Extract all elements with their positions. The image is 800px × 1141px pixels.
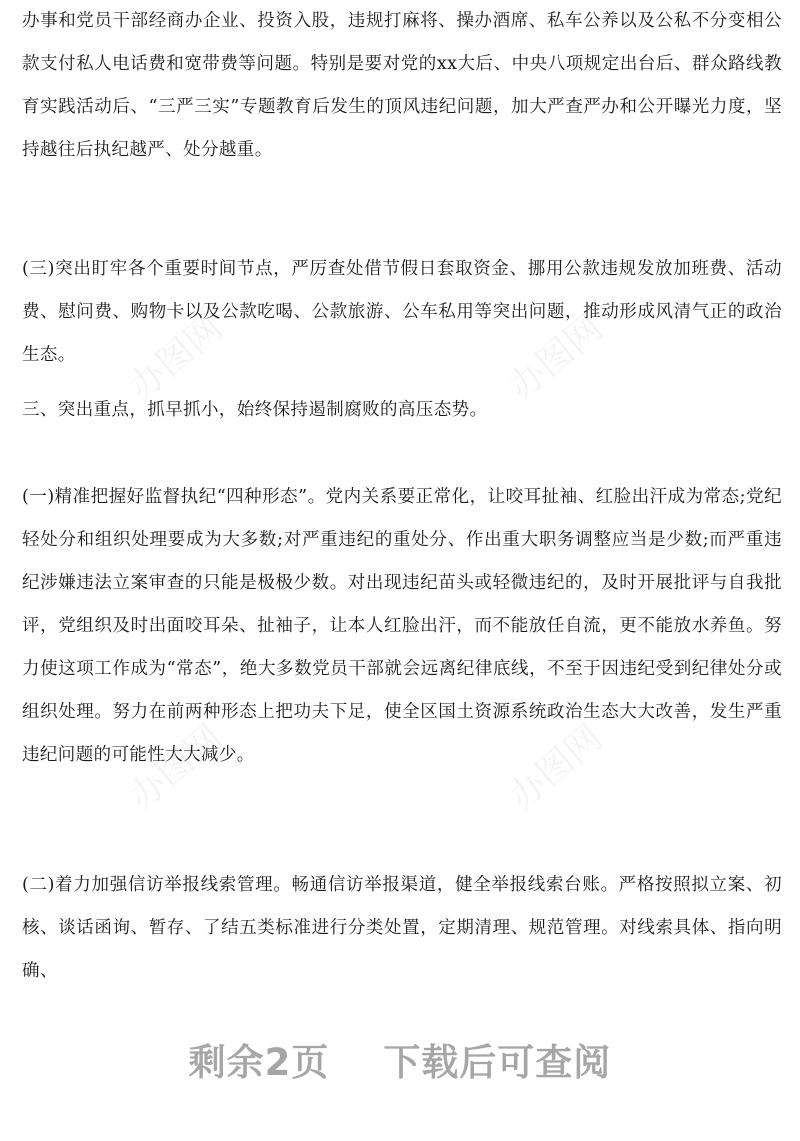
paragraph-section-3: (三)突出盯牢各个重要时间节点，严厉查处借节假日套取资金、挪用公款违规发放加班费、活动费、慰问费、购物卡以及公款吃喝、公款旅游、公车私用等突出问题，推动形成风清气正的政治生态。 [22, 259, 782, 365]
remaining-pages-label: 剩余2页 [188, 1041, 330, 1084]
download-prompt-banner[interactable] [0, 1033, 800, 1093]
section-heading-3: 三、突出重点，抓早抓小，始终保持遏制腐败的高压态势。 [22, 400, 488, 420]
paragraph-item-1: (一)精准把握好监督执纪“四种形态”。党内关系要正常化，让咬耳扯袖、红脸出汗成为常态;党纪轻处分和组织处理要成为大多数;对严重违纪的重处分、作出重大职务调整应当是少数;而严重违纪涉嫌违法立案审查的只能是极极少数。对出现违纪苗头或轻微违纪的，及时开展批评与自我批评，党组织及时出面咬耳朵、扯袖子，让本人红脸出汗，而不能放任自流，更不能放水养鱼。努力使这项工作成为“常态”，绝大多数党员干部就会远离纪律底线，不至于因违纪受到纪律处分或组织处理。努力在前两种形态上把功夫下足，使全区国土资源系统政治生态大大改善，发生严重违纪问题的可能性大大减少。 [22, 487, 782, 765]
paragraph-item-2: (二)着力加强信访举报线索管理。畅通信访举报渠道，健全举报线索台账。严格按照拟立案、初核、谈话函询、暂存、了结五类标准进行分类处置，定期清理、规范管理。对线索具体、指向明确、 [22, 875, 782, 981]
download-to-view-label: 下载后可查阅 [383, 1041, 612, 1084]
paragraph-continuation: 办事和党员干部经商办企业、投资入股，违规打麻将、操办酒席、私车公养以及公私不分变相公款支付私人电话费和宽带费等问题。特别是要对党的xx大后、中央八项规定出台后、群众路线教育实践活动后、“三严三实”专题教育后发生的顶风违纪问题，加大严查严办和公开曝光力度，坚持越往后执纪越严、处分越重。 [22, 11, 782, 160]
